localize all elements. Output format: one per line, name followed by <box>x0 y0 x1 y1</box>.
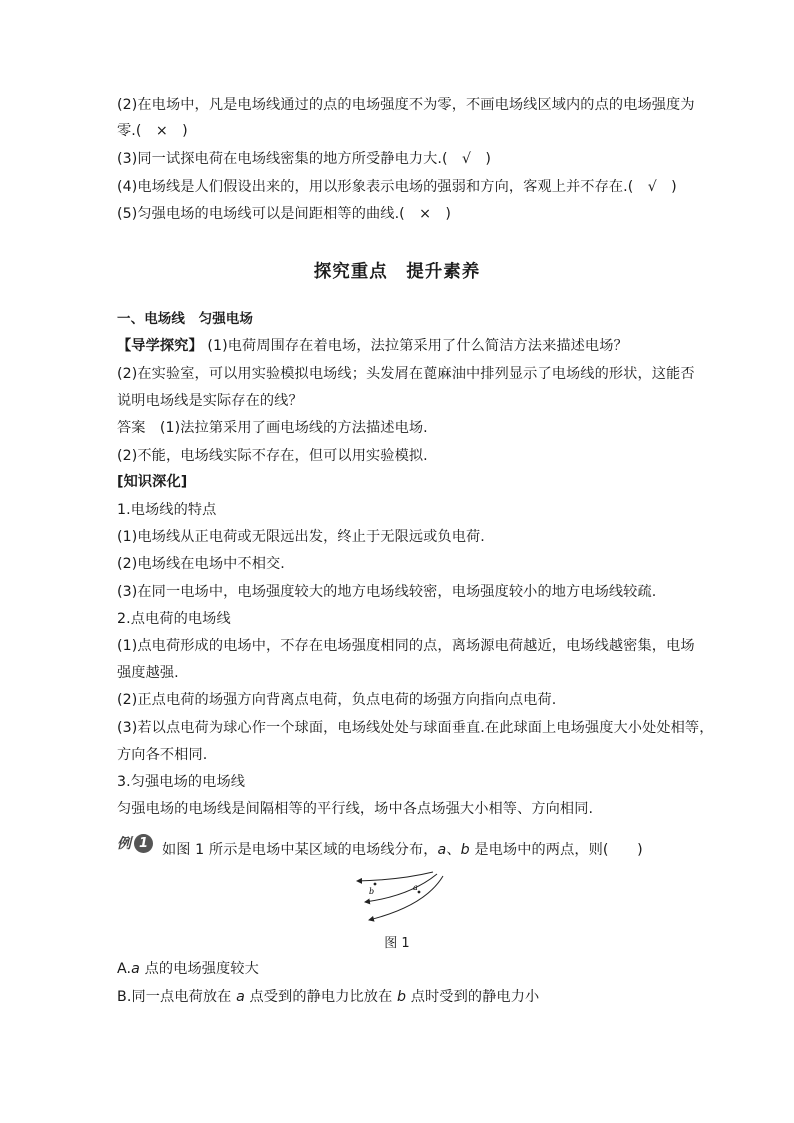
answer-2: (2)不能，电场线实际不存在，但可以用实验模拟. <box>117 448 428 464</box>
option-a-prefix: A. <box>117 961 132 977</box>
option-b-var-a: a <box>236 989 245 1005</box>
subsection-3-title: 3.匀强电场的电场线 <box>117 774 246 790</box>
subsection-1-item-2: (2)电场线在电场中不相交. <box>117 556 285 572</box>
subsection-1-item-3: (3)在同一电场中，电场强度较大的地方电场线较密，电场强度较小的地方电场线较疏. <box>117 584 657 600</box>
guide-question-2-line-2: 说明电场线是实际存在的线？ <box>117 393 303 409</box>
subsection-2-title: 2.点电荷的电场线 <box>117 611 231 627</box>
subsection-2-item-3-line-1: (3)若以点电荷为球心作一个球面，电场线处处与球面垂直.在此球面上电场强度大小处处相等， <box>117 720 714 736</box>
part-1-heading: 一、电场线 匀强电场 <box>117 311 253 327</box>
review-item-4: (4)电场线是人们假设出来的，用以形象表示电场的强弱和方向，客观上并不存在.( √ ) <box>117 179 677 195</box>
question-text-pre: 如图 1 所示是电场中某区域的电场线分布， <box>162 842 438 858</box>
option-b <box>117 987 539 1007</box>
subsection-1-title: 1.电场线的特点 <box>117 502 217 518</box>
review-item-2-line-2: 零.( × ) <box>117 123 188 139</box>
question-text-post: 是电场中的两点，则( ) <box>469 842 643 858</box>
guide-label: 【导学探究】 <box>117 338 203 354</box>
answer-label: 答案 <box>117 420 146 436</box>
option-a <box>117 959 259 979</box>
point-b-label: b <box>369 887 375 896</box>
option-b-text: 点时受到的静电力小 <box>406 989 540 1005</box>
subsection-1-item-1: (1)电场线从正电荷或无限远出发，终止于无限远或负电荷. <box>117 529 485 545</box>
subsection-2-item-3-line-2: 方向各不相同. <box>117 747 208 763</box>
point-b-dot <box>374 883 377 886</box>
question-separator: 、 <box>446 842 461 858</box>
subsection-3-text: 匀强电场的电场线是间隔相等的平行线，场中各点场强大小相等、方向相同. <box>117 801 594 817</box>
guide-question-1-text: (1)电荷周围存在着电场，法拉第采用了什么简洁方法来描述电场？ <box>202 338 628 354</box>
subsection-2-item-1-line-1: (1)点电荷形成的电场中，不存在电场强度相同的点，离场源电荷越近，电场线越密集，电场 <box>117 638 695 654</box>
example-label: 例 <box>117 836 131 852</box>
option-b-var-b: b <box>396 989 407 1005</box>
guide-question-2-line-1: (2)在实验室，可以用实验模拟电场线；头发屑在蓖麻油中排列显示了电场线的形状，这能否 <box>117 366 695 382</box>
review-item-3: (3)同一试探电荷在电场线密集的地方所受静电力大.( √ ) <box>117 151 492 167</box>
example-question <box>162 840 643 860</box>
review-item-5: (5)匀强电场的电场线可以是间距相等的曲线.( × ) <box>117 206 452 222</box>
question-var-b: b <box>460 842 470 858</box>
field-line-3 <box>369 876 443 920</box>
example-number: 1 <box>134 834 153 853</box>
option-a-text: 点的电场强度较大 <box>139 961 259 977</box>
point-a-dot <box>418 891 421 894</box>
knowledge-deepening-label: [知识深化] <box>117 474 188 490</box>
section-title: 探究重点 提升素养 <box>313 262 481 282</box>
subsection-2-item-2: (2)正点电荷的场强方向背离点电荷，负点电荷的场强方向指向点电荷. <box>117 692 557 708</box>
option-a-var: a <box>131 961 140 977</box>
answer-1-text: (1)法拉第采用了画电场线的方法描述电场. <box>145 420 428 436</box>
figure-caption: 图 1 <box>384 936 410 951</box>
point-a-label: a <box>413 883 418 892</box>
answer-1 <box>117 418 428 438</box>
guide-question-1 <box>117 336 628 356</box>
field-line-1 <box>357 872 433 881</box>
electric-field-lines-figure <box>355 866 445 926</box>
option-b-prefix: B.同一点电荷放在 <box>117 989 237 1005</box>
example-badge <box>117 833 153 853</box>
review-item-2-line-1: (2)在电场中，凡是电场线通过的点的电场强度不为零，不画电场线区域内的点的电场强度为 <box>117 97 695 113</box>
question-var-a: a <box>437 842 447 858</box>
subsection-2-item-1-line-2: 强度越强. <box>117 665 179 681</box>
option-b-middle: 点受到的静电力比放在 <box>244 989 397 1005</box>
